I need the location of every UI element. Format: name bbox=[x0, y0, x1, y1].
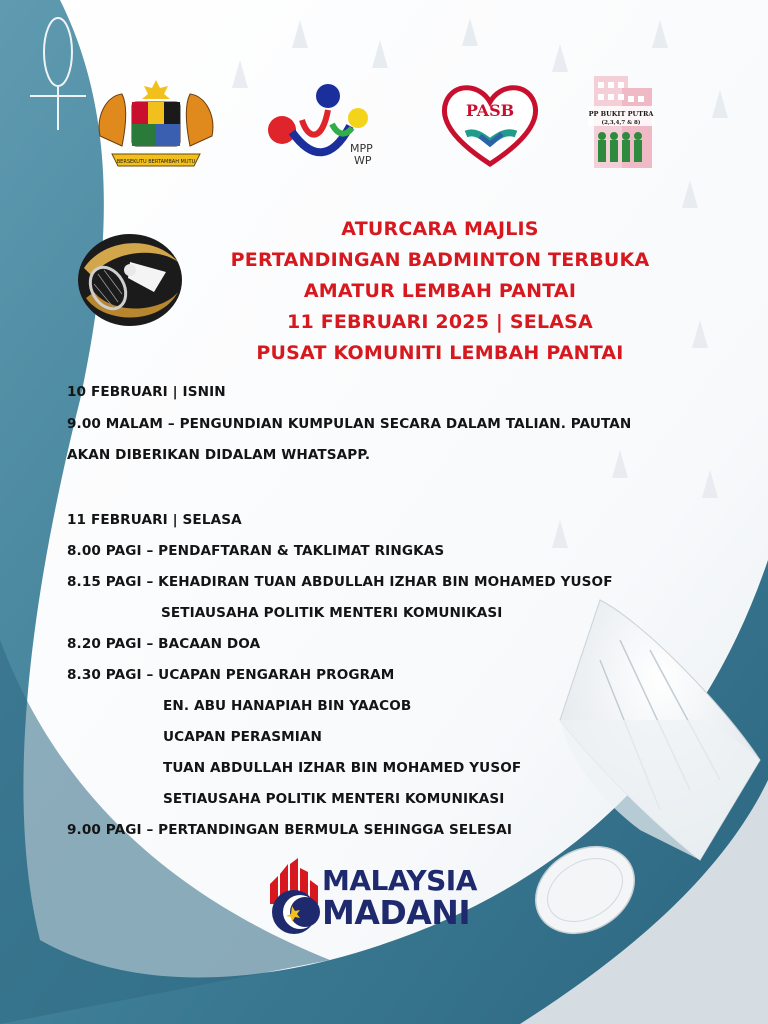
schedule-item-830-sub1: EN. ABU HANAPIAH BIN YAACOB bbox=[163, 698, 412, 714]
event-title-block bbox=[200, 214, 680, 369]
mpp-wp-logo bbox=[262, 80, 392, 172]
crest-motto: BERSEKUTU BERTAMBAH MUTU bbox=[116, 159, 196, 165]
title-line-2: PERTANDINGAN BADMINTON TERBUKA bbox=[230, 249, 650, 271]
day1-heading: 10 FEBRUARI | ISNIN bbox=[67, 384, 226, 400]
ppbp-label: PP BUKIT PUTRA bbox=[588, 110, 654, 118]
schedule-item-830-sub2: UCAPAN PERASMIAN bbox=[163, 729, 322, 745]
title-line-4: 11 FEBRUARI 2025 | SELASA bbox=[287, 311, 593, 333]
pasb-heart-logo bbox=[440, 80, 540, 170]
pp-bukit-putra-logo bbox=[582, 66, 660, 174]
pasb-label: PASB bbox=[465, 101, 515, 120]
wp-label: WP bbox=[354, 154, 372, 167]
schedule-item-900: 9.00 PAGI – PERTANDINGAN BERMULA SEHINGGA SELESAI bbox=[67, 822, 513, 838]
mpp-label: MPP bbox=[350, 142, 373, 155]
schedule-item-900-malam: 9.00 MALAM – PENGUNDIAN KUMPULAN SECARA DALAM TALIAN. PAUTAN bbox=[67, 416, 632, 432]
brand-malaysia: MALAYSIA bbox=[322, 864, 477, 897]
day2-heading: 11 FEBRUARI | SELASA bbox=[67, 512, 242, 528]
ppbp-sublabel: (2,3,4,7 & 8) bbox=[601, 120, 641, 126]
schedule-item-820: 8.20 PAGI – BACAAN DOA bbox=[67, 636, 261, 652]
schedule-item-815-sub: SETIAUSAHA POLITIK MENTERI KOMUNIKASI bbox=[161, 605, 503, 621]
badminton-emblem-icon bbox=[74, 228, 186, 332]
brand-madani: MADANI bbox=[322, 893, 471, 932]
schedule-item-830-sub3: TUAN ABDULLAH IZHAR BIN MOHAMED YUSOF bbox=[163, 760, 522, 776]
title-line-1: ATURCARA MAJLIS bbox=[341, 218, 539, 240]
schedule-item-800: 8.00 PAGI – PENDAFTARAN & TAKLIMAT RINGKAS bbox=[67, 543, 445, 559]
malaysia-coat-of-arms-logo bbox=[92, 76, 220, 176]
schedule-item-815: 8.15 PAGI – KEHADIRAN TUAN ABDULLAH IZHAR BIN MOHAMED YUSOF bbox=[67, 574, 613, 590]
malaysia-madani-logo bbox=[264, 856, 478, 936]
schedule-item-830: 8.30 PAGI – UCAPAN PENGARAH PROGRAM bbox=[67, 667, 395, 683]
title-line-3: AMATUR LEMBAH PANTAI bbox=[303, 280, 577, 302]
schedule-item-900-malam-cont: AKAN DIBERIKAN DIDALAM WHATSAPP. bbox=[67, 447, 371, 463]
schedule-item-830-sub4: SETIAUSAHA POLITIK MENTERI KOMUNIKASI bbox=[163, 791, 505, 807]
title-line-5: PUSAT KOMUNITI LEMBAH PANTAI bbox=[256, 342, 624, 364]
